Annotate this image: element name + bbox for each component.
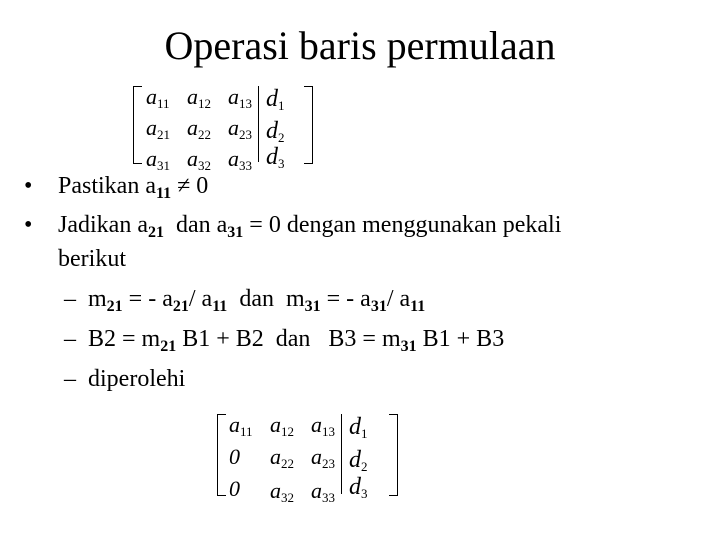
matrix-cell: $a_{23}$ [311, 444, 335, 471]
bullet-mark: • [24, 173, 33, 199]
matrix-left-bracket [133, 86, 142, 164]
matrix-cell: $a_{22}$ [270, 444, 294, 471]
matrix-cell: $a_{13}$ [228, 84, 252, 111]
matrix-cell: $d_3$ [349, 474, 368, 501]
bullet-item: • Jadikan $a_{21}$ dan $a_{31} = 0$ dengan menggunakan pekali [24, 212, 562, 241]
matrix-cell: $a_{11}$ [229, 412, 253, 439]
matrix-cell: $a_{21}$ [146, 115, 170, 142]
matrix-cell: $a_{12}$ [270, 412, 294, 439]
bullet-item: • Pastikan $a_{11} \ne 0$ [24, 173, 209, 202]
matrix-cell: $d_2$ [349, 447, 368, 474]
dash-mark: – [64, 366, 76, 392]
matrix-cell: $a_{33}$ [228, 146, 252, 173]
matrix-cell: $a_{23}$ [228, 115, 252, 142]
dash-mark: – [64, 326, 76, 352]
matrix-cell: $a_{22}$ [187, 115, 211, 142]
matrix-right-bracket [389, 414, 398, 496]
matrix-cell: $d_2$ [266, 118, 285, 145]
slide-title: Operasi baris permulaan [164, 23, 556, 68]
matrix-augment-bar [258, 86, 259, 162]
matrix-cell: 0 [229, 476, 240, 501]
matrix-cell: $d_1$ [349, 414, 368, 441]
sub-bullet-item: – $B2 = m_{21}$ B1 + B2 dan $B3 = m_{31}$ B1 + B3 [64, 326, 505, 355]
matrix-cell: $a_{12}$ [187, 84, 211, 111]
matrix-cell: $a_{32}$ [270, 478, 294, 505]
matrix-left-bracket [217, 414, 226, 496]
matrix-right-bracket [304, 86, 313, 164]
sub-bullet-item: – diperolehi [64, 366, 186, 392]
matrix-cell: 0 [229, 444, 240, 469]
matrix-cell: $d_3$ [266, 144, 285, 171]
matrix-cell: $a_{13}$ [311, 412, 335, 439]
dash-mark: – [64, 286, 76, 312]
sub-bullet-item: – $m_{21}$ = - $a_{21}/$ $a_{11}$ dan $m_{31}$ = - $a_{31}/$ $a_{11}$ [64, 286, 426, 315]
matrix-cell: $d_1$ [266, 86, 285, 113]
matrix-cell: $a_{33}$ [311, 478, 335, 505]
bullet-continuation: berikut [58, 246, 126, 272]
matrix-cell: $a_{32}$ [187, 146, 211, 173]
matrix-cell: $a_{31}$ [146, 146, 170, 173]
bullet-mark: • [24, 212, 33, 238]
matrix-augment-bar [341, 414, 342, 494]
matrix-cell: $a_{11}$ [146, 84, 170, 111]
